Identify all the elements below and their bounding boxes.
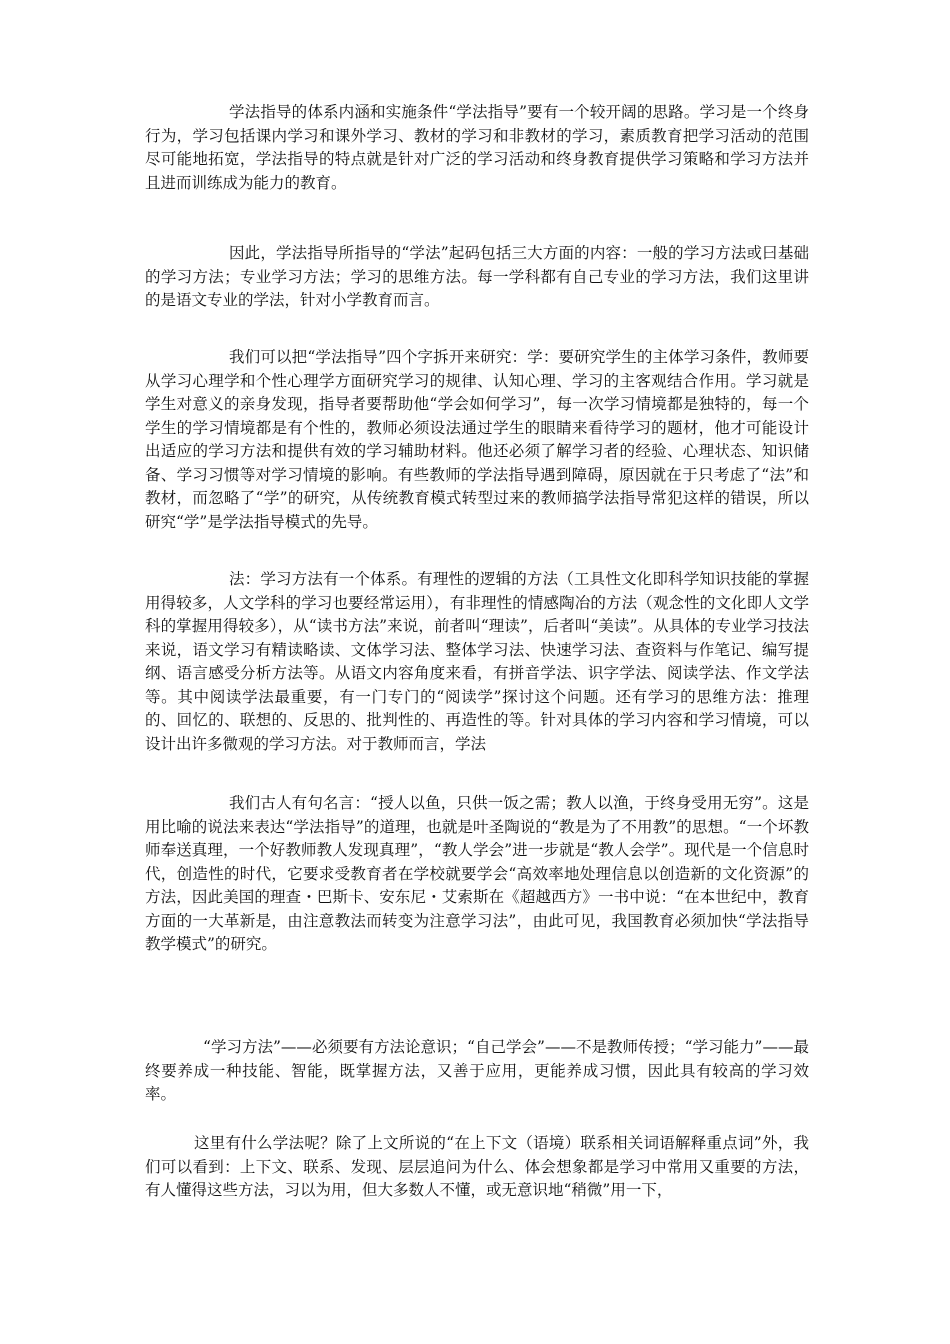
paragraph-xue-analysis: 我们可以把“学法指导”四个字拆开来研究：学：要研究学生的主体学习条件，教师要从学习心理学和个性心理学方面研究学习的规律、认知心理、学习的主客观结合作用。学习就是学生对意义的亲身发现，指导者要帮助他“学会如何学习”，每一次学习情境都是独特的，每一个学生的学习情境都是有个性的，教师必须设法通过学生的眼睛来看待学习的题材，他才可能设计出适应的学习方法和提供有效的学习辅助材料。他还必须了解学习者的经验、心理状态、知识储备、学习习惯等对学习情境的影响。有些教师的学法指导遇到障碍，原因就在于只考虑了“法”和教材，而忽略了“学”的研究，从传统教育模式转型过来的教师搞学法指导常犯这样的错误，所以研究“学”是学法指导模式的先导。: [145, 348, 809, 531]
paragraph-learning-method-summary: “学习方法”——必须要有方法论意识；“自己学会”——不是教师传授；“学习能力”——最终要养成一种技能、智能，既掌握方法，又善于应用，更能养成习惯，因此具有较高的学习效率。: [145, 1038, 809, 1103]
paragraph-fa-analysis: 法：学习方法有一个体系。有理性的逻辑的方法（工具性文化即科学知识技能的掌握用得较多，人文学科的学习也要经常运用），有非理性的情感陶冶的方法（观念性的文化即人文学科的掌握用得较多），从“读书方法”来说，前者叫“理读”，后者叫“美读”。从具体的专业学习技法来说，语文学习有精读略读、文体学习法、整体学习法、快速学习法、查资料与作笔记、编写提纲、语言感受分析方法等。从语文内容角度来看，有拼音学法、识字学法、阅读学法、作文学法等。其中阅读学法最重要，有一门专门的“阅读学”探讨这个问题。还有学习的思维方法：推理的、回忆的、联想的、反思的、批判性的、再造性的等。针对具体的学习内容和学习情境，可以设计出许多微观的学习方法。对于教师而言，学法: [145, 570, 809, 753]
paragraph-ancient-saying: 我们古人有句名言：“授人以鱼，只供一饭之需；教人以渔，于终身受用无穷”。这是用比喻的说法来表达“学法指导”的道理，也就是叶圣陶说的“教是为了不用教”的思想。“一个坏教师奉送真理，一个好教师教人发现真理”，“教人学会”进一步就是“教人会学”。现代是一个信息时代，创造性的时代，它要求受教育者在学校就要学会“高效率地处理信息以创造新的文化资源”的方法，因此美国的理查・巴斯卡、安东尼・艾索斯在《超越西方》一书中说：“在本世纪中，教育方面的一大革新是，由注意教法而转变为注意学习法”，由此可见，我国教育必须加快“学法指导教学模式”的研究。: [145, 794, 809, 953]
paragraph-learning-guidance-system: 学法指导的体系内涵和实施条件“学法指导”要有一个较开阔的思路。学习是一个终身行为，学习包括课内学习和课外学习、教材的学习和非教材的学习，素质教育把学习活动的范围尽可能地拓宽，学法指导的特点就是针对广泛的学习活动和终身教育提供学习策略和学习方法并且进而训练成为能力的教育。: [145, 103, 809, 192]
paragraph-three-aspects: 因此，学法指导所指导的“学法”起码包括三大方面的内容：一般的学习方法或曰基础的学习方法；专业学习方法；学习的思维方法。每一学科都有自己专业的学习方法，我们这里讲的是语文专业的学法，针对小学教育而言。: [145, 244, 809, 309]
paragraph-what-methods: 这里有什么学法呢？除了上文所说的“在上下文（语境）联系相关词语解释重点词”外，我们可以看到：上下文、联系、发现、层层追问为什么、体会想象都是学习中常用又重要的方法，有人懂得这些方法，习以为用，但大多数人不懂，或无意识地“稍微”用一下，: [145, 1134, 809, 1199]
